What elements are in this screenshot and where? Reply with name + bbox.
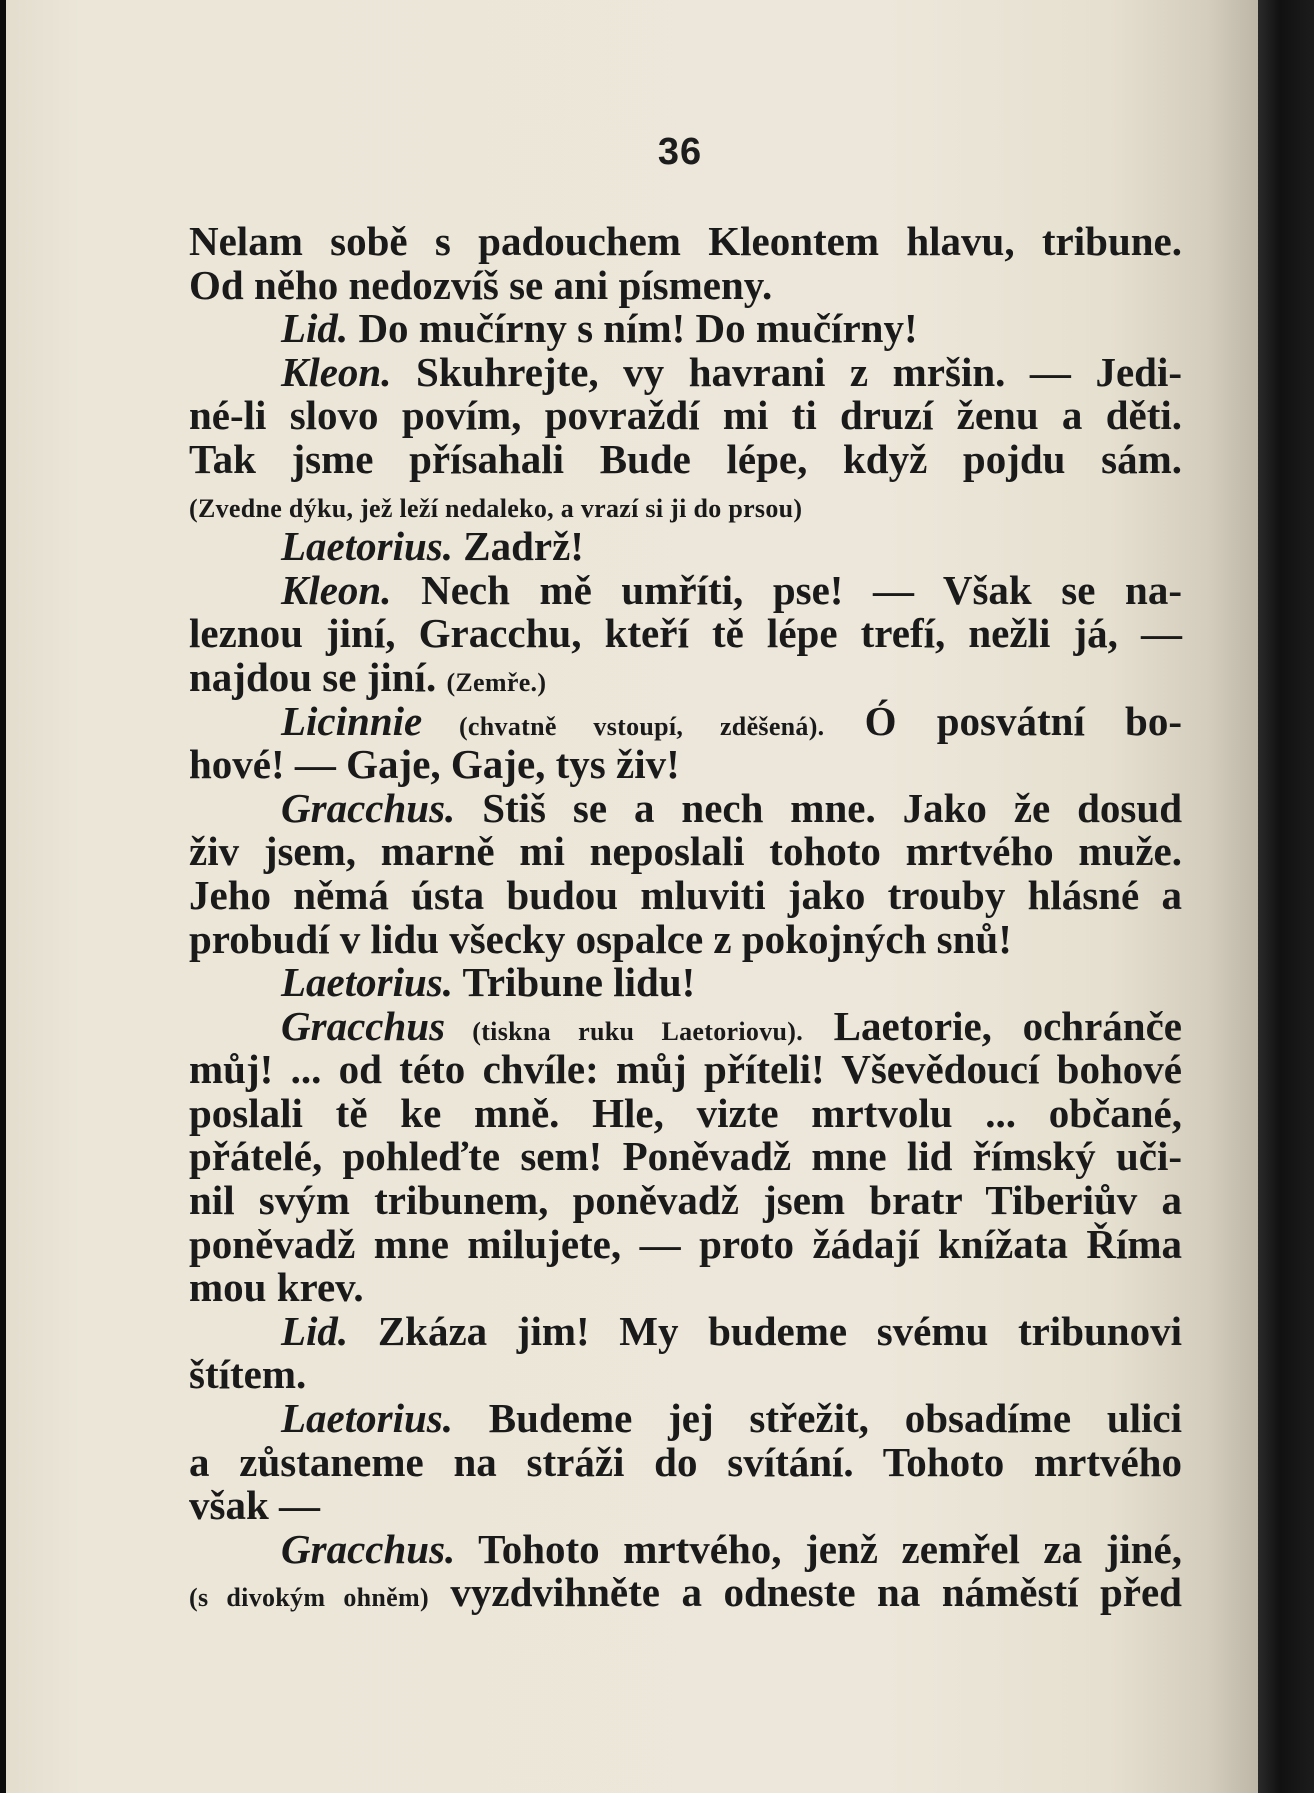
text-line [189, 261, 1182, 308]
line-text: Tak jsme přísahali Bude lépe, když pojdu sám. [189, 435, 1182, 482]
line-text: vyzdvihněte a odneste na náměstí před [428, 1569, 1182, 1616]
speaker-name: Laetorius. [281, 959, 453, 1006]
line-text: a zůstaneme na stráži do svítání. Tohoto mrtvého [189, 1438, 1182, 1485]
line-text: Zkáza jim! My budeme svému tribunovi [348, 1307, 1182, 1354]
text-line [189, 1353, 1182, 1397]
text-line [189, 1089, 1182, 1136]
stage-direction: (tiskna ruku Laetoriovu). [445, 1016, 804, 1046]
line-text: Nech mě umříti, pse! — Však se na- [391, 566, 1182, 613]
text-line [189, 220, 1182, 264]
book-spine [1258, 0, 1314, 1793]
speaker-name: Laetorius. [281, 523, 453, 570]
text-line [189, 1307, 1182, 1354]
text-line [189, 482, 1182, 526]
line-text: nil svým tribunem, poněvadž jsem bratr Tiberiův a [189, 1177, 1182, 1224]
line-text: probudí v lidu všecky ospalce z pokojných snů! [189, 915, 1012, 962]
stage-direction: (Zemře.) [446, 667, 547, 697]
text-line [189, 1525, 1182, 1572]
text-line [189, 915, 1182, 962]
body-text [189, 220, 1182, 1615]
line-text: Jeho němá ústa budou mluviti jako trouby hlásné a [189, 871, 1182, 918]
speaker-name: Laetorius. [281, 1395, 453, 1442]
line-text: najdou se jiní. [189, 653, 447, 700]
line-text: mou krev. [189, 1264, 364, 1311]
line-text: Budeme jej střežit, obsadíme ulici [453, 1395, 1182, 1442]
text-line [189, 961, 1182, 1005]
line-text: Do mučírny s ním! Do mučírny! [348, 305, 918, 352]
speaker-name: Kleon. [281, 348, 392, 395]
text-line [189, 1571, 1182, 1615]
book-page [6, 0, 1258, 1793]
speaker-name: Gracchus. [281, 784, 456, 831]
speaker-name: Gracchus [281, 1002, 446, 1049]
text-line [189, 1438, 1182, 1485]
line-text: leznou jiní, Gracchu, kteří tě lépe trefí, nežli já, — [189, 610, 1182, 657]
speaker-name: Licinnie [281, 697, 423, 744]
text-line [189, 1179, 1182, 1223]
line-text: né-li slovo povím, povraždí mi ti druzí ženu a děti. [189, 392, 1182, 439]
text-line [189, 435, 1182, 482]
line-text: Zadrž! [453, 523, 584, 570]
line-text: Tribune lidu! [453, 959, 696, 1006]
page-number: 36 [657, 131, 703, 173]
text-line [189, 743, 1182, 787]
text-line [189, 525, 1182, 569]
text-line [189, 653, 1182, 700]
stage-direction: (Zvedne dýku, jež leží nedaleko, a vrazí si ji do prsou) [189, 493, 803, 523]
text-line [189, 1397, 1182, 1441]
text-line [189, 348, 1182, 395]
line-text: Od něho nedozvíš se ani písmeny. [189, 261, 773, 308]
line-text: přátelé, pohleďte sem! Poněvadž mne lid římský uči- [189, 1133, 1182, 1180]
line-text: hové! — Gaje, Gaje, tys živ! [189, 741, 680, 788]
line-text: Skuhrejte, vy havrani z mršin. — Jedi- [391, 348, 1182, 395]
text-line [189, 784, 1182, 831]
text-line [189, 394, 1182, 438]
text-line [189, 697, 1182, 744]
line-text: štítem. [189, 1351, 307, 1398]
stage-direction: (chvatně vstoupí, zděšená). [422, 711, 825, 741]
text-line [189, 566, 1182, 613]
text-line [189, 1048, 1182, 1092]
line-text: živ jsem, marně mi neposlali tohoto mrtvého muže. [189, 828, 1182, 875]
line-text: Ó posvátní bo- [824, 697, 1182, 744]
text-line [189, 307, 1182, 351]
text-line [189, 1266, 1182, 1310]
line-text: poslali tě ke mně. Hle, vizte mrtvolu ... občané, [189, 1089, 1182, 1136]
line-text: Nelam sobě s padouchem Kleontem hlavu, tribune. [189, 218, 1182, 264]
text-line [189, 1002, 1182, 1049]
line-text: však — [189, 1482, 321, 1529]
text-line [189, 612, 1182, 656]
text-line [189, 1220, 1182, 1267]
line-text: Laetorie, ochránče [803, 1002, 1182, 1049]
speaker-name: Lid. [281, 305, 349, 352]
text-line [189, 1484, 1182, 1528]
line-text: můj! ... od této chvíle: můj příteli! Vševědoucí bohové [189, 1046, 1182, 1093]
speaker-name: Kleon. [281, 566, 392, 613]
line-text: Stiš se a nech mne. Jako že dosud [455, 784, 1182, 831]
stage-direction: (s divokým ohněm) [189, 1583, 429, 1613]
speaker-name: Gracchus. [281, 1525, 456, 1572]
text-line [189, 1135, 1182, 1179]
speaker-name: Lid. [281, 1307, 349, 1354]
text-line [189, 830, 1182, 874]
line-text: Tohoto mrtvého, jenž zemřel za jiné, [455, 1525, 1182, 1572]
text-line [189, 871, 1182, 918]
line-text: poněvadž mne milujete, — proto žádají knížata Říma [189, 1220, 1182, 1267]
